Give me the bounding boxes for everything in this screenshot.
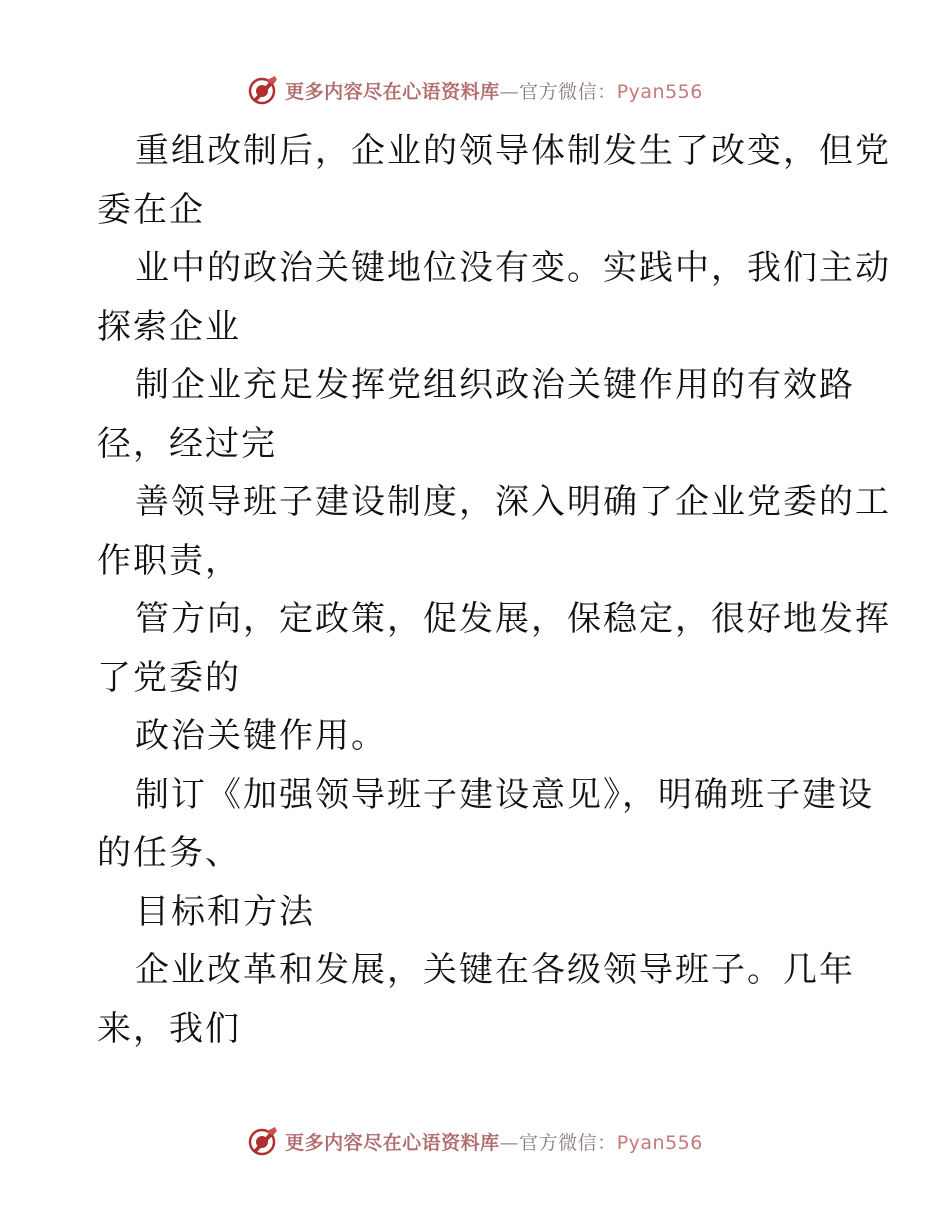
site-name: 更多内容尽在心语资料库 xyxy=(285,1131,500,1154)
text-line: 作职责， xyxy=(97,540,241,581)
text-line: 善领导班子建设制度，深入明确了企业党委的工 xyxy=(135,482,891,522)
text-line: 径，经过完 xyxy=(97,423,277,464)
text-line: 重组改制后，企业的领导体制发生了改变，但党 xyxy=(135,131,891,171)
text-line: 企业改革和发展，关键在各级领导班子。几年 xyxy=(135,950,855,990)
wechat-label: 官方微信： xyxy=(519,1131,617,1154)
text-line: 探索企业 xyxy=(97,306,241,347)
banner-text xyxy=(285,1128,703,1155)
wechat-label: 官方微信： xyxy=(519,80,617,103)
document-body xyxy=(97,122,891,1058)
text-line: 目标和方法 xyxy=(135,891,315,932)
text-line: 来，我们 xyxy=(97,1008,241,1049)
wechat-id: Pyan556 xyxy=(616,1131,703,1154)
text-line: 制企业充足发挥党组织政治关键作用的有效路 xyxy=(135,365,855,405)
footer-banner xyxy=(0,1121,950,1161)
text-line: 政治关键作用。 xyxy=(135,716,387,756)
text-line: 委在企 xyxy=(97,189,205,230)
quill-seal-icon xyxy=(247,74,279,106)
banner-dash: — xyxy=(499,1131,520,1154)
quill-seal-icon xyxy=(247,1125,279,1157)
wechat-id: Pyan556 xyxy=(616,80,703,103)
text-line: 业中的政治关键地位没有变。实践中，我们主动 xyxy=(135,248,891,288)
text-line: 管方向，定政策，促发展，保稳定，很好地发挥 xyxy=(135,599,891,639)
text-line: 了党委的 xyxy=(97,657,241,698)
text-line: 制订《加强领导班子建设意见》，明确班子建设 xyxy=(135,774,874,815)
text-line: 的任务、 xyxy=(97,833,241,873)
header-banner xyxy=(0,70,950,110)
banner-text xyxy=(285,77,703,104)
banner-dash: — xyxy=(499,80,520,103)
site-name: 更多内容尽在心语资料库 xyxy=(285,80,500,103)
